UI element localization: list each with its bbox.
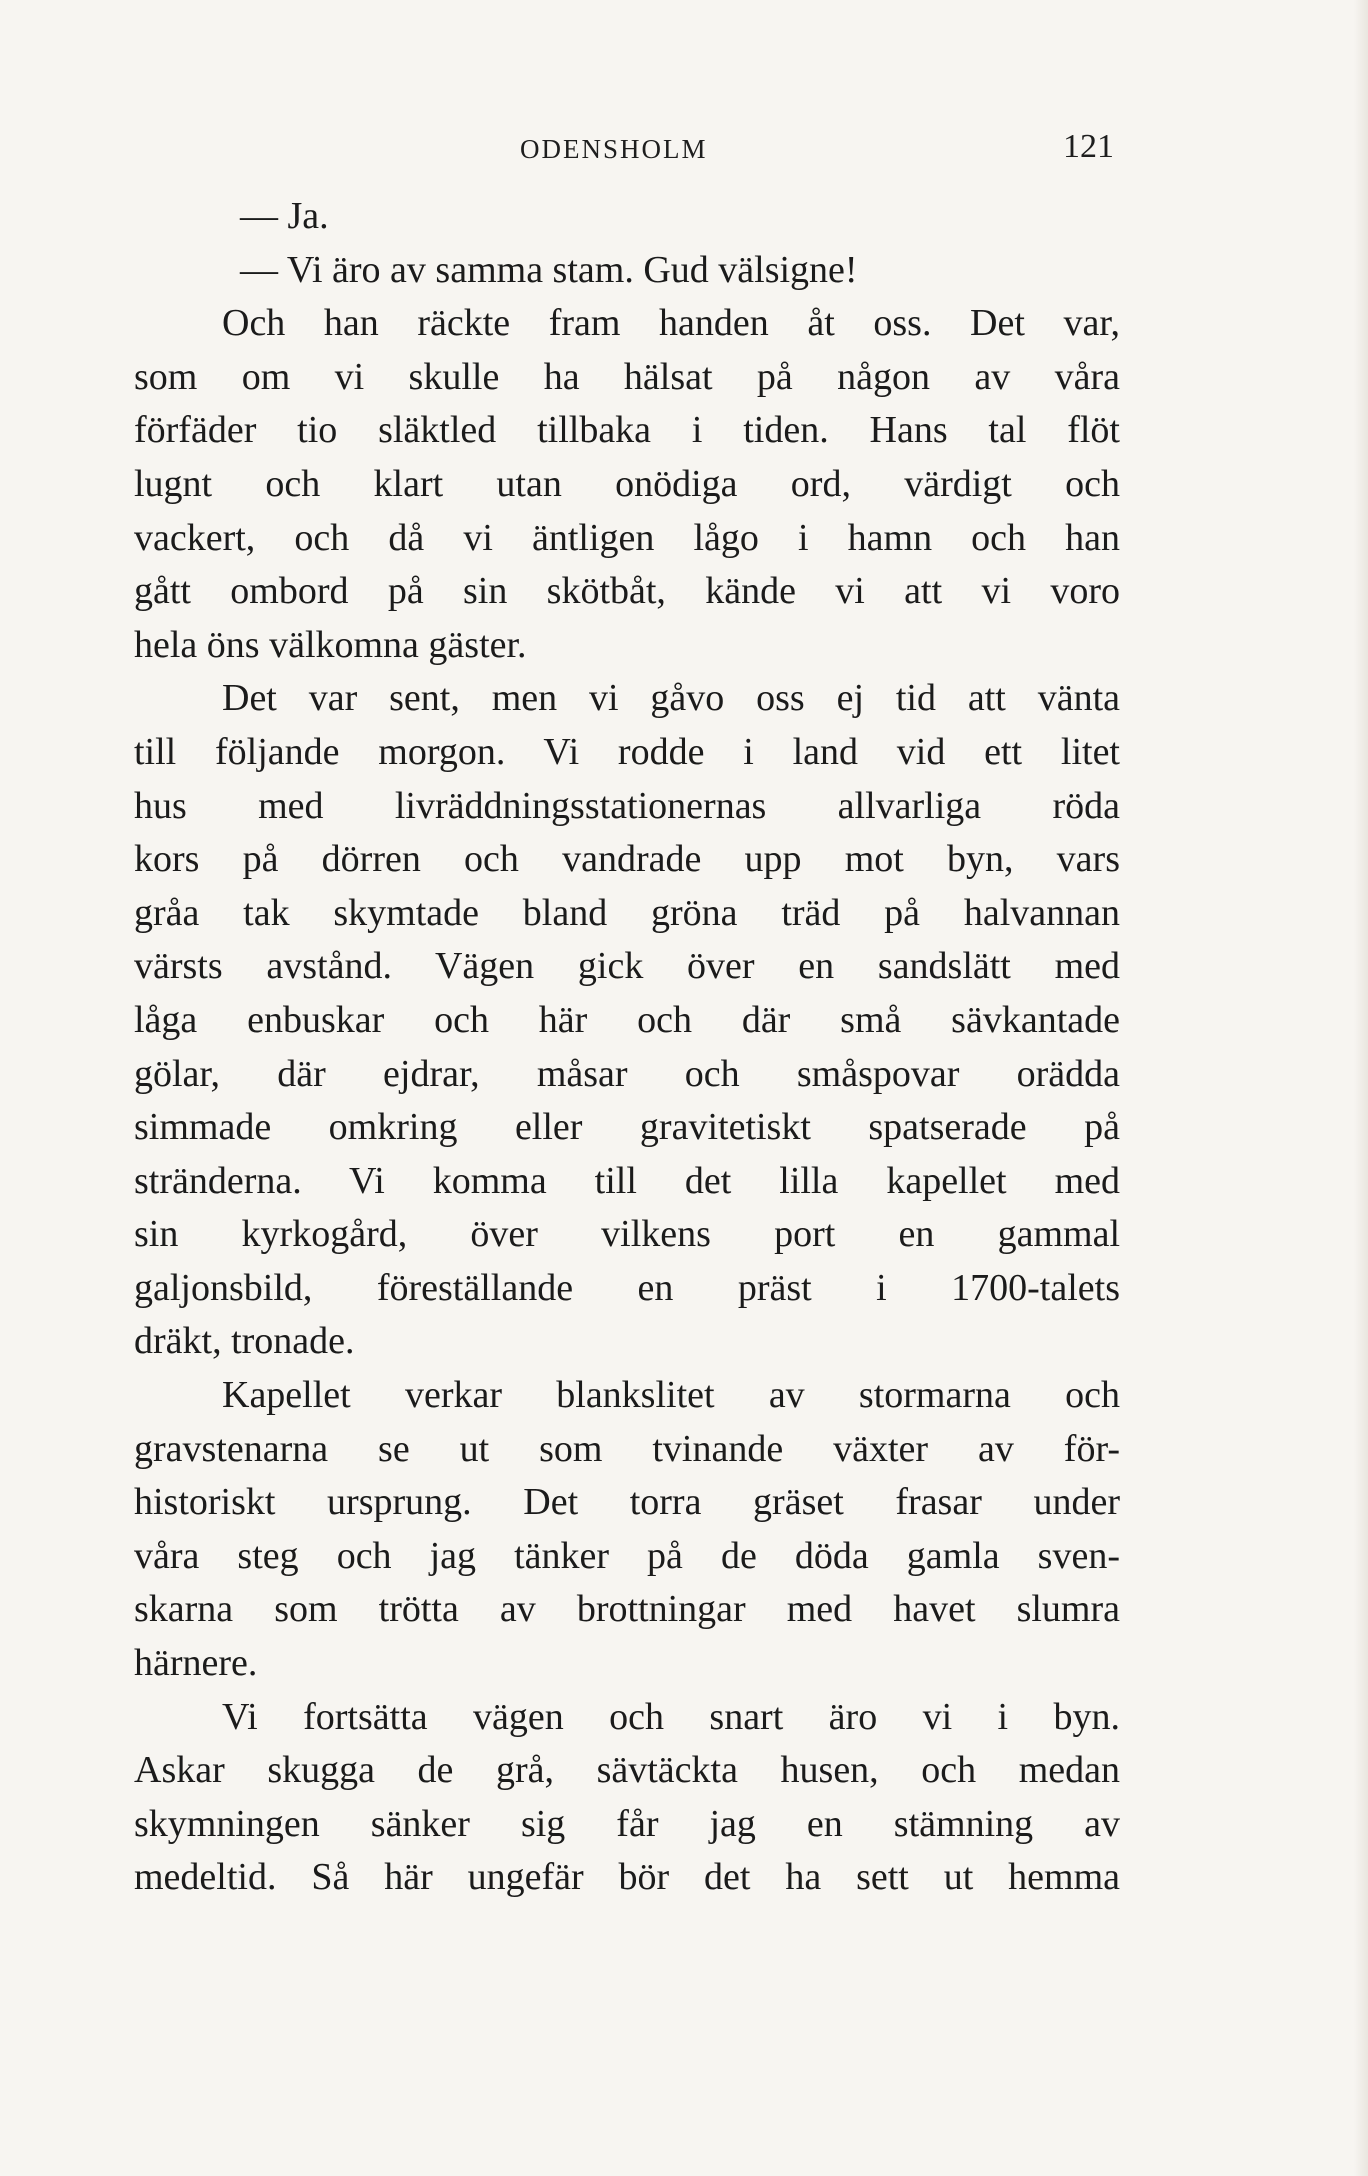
body-text [134,190,1120,1905]
text-line: låga enbuskar och här och där små sävkantade [134,998,1120,1041]
text-line: sin kyrkogård, över vilkens port en gammal [134,1213,1120,1256]
text-line: Askar skugga de grå, sävtäckta husen, och medan [134,1749,1120,1792]
text-line: gått ombord på sin skötbåt, kände vi att vi voro [134,570,1120,613]
text-line: förfäder tio släktled tillbaka i tiden. Hans tal flöt [134,409,1120,452]
text-line: skymningen sänker sig får jag en stämning av [134,1802,1120,1845]
text-line: — Vi äro av samma stam. Gud välsigne! [240,248,858,291]
page-edge [1354,0,1368,2176]
text-line: värsts avstånd. Vägen gick över en sandslätt med [134,945,1120,988]
text-line: medeltid. Så här ungefär bör det ha sett ut hemma [134,1856,1120,1899]
text-line: gråa tak skymtade bland gröna träd på halvannan [134,891,1120,934]
text-line: hela öns välkomna gäster. [134,623,527,666]
text-line: Det var sent, men vi gåvo oss ej tid att vänta [222,677,1120,720]
text-line: Vi fortsätta vägen och snart äro vi i byn. [222,1695,1120,1738]
text-line: Kapellet verkar blankslitet av stormarna och [222,1374,1120,1417]
text-line: skarna som trötta av brottningar med havet slumra [134,1588,1120,1631]
text-line: galjonsbild, föreställande en präst i 1700-talets [134,1266,1120,1309]
text-line: — Ja. [240,195,329,237]
text-line: vackert, och då vi äntligen lågo i hamn och han [134,516,1120,559]
text-line: kors på dörren och vandrade upp mot byn, vars [134,838,1120,881]
page-number: 121 [1063,128,1114,165]
text-line: som om vi skulle ha hälsat på någon av våra [134,355,1120,398]
text-line: gölar, där ejdrar, måsar och småspovar orädda [134,1052,1120,1095]
text-line: stränderna. Vi komma till det lilla kapellet med [134,1159,1120,1202]
text-line: simmade omkring eller gravitetiskt spatserade på [134,1106,1120,1149]
text-line: dräkt, tronade. [134,1320,355,1363]
running-title: ODENSHOLM [520,134,708,164]
text-line: hus med livräddningsstationernas allvarliga röda [134,784,1120,827]
text-line: våra steg och jag tänker på de döda gamla sven- [134,1534,1120,1577]
text-line: gravstenarna se ut som tvinande växter av för- [134,1427,1120,1470]
text-line: Och han räckte fram handen åt oss. Det var, [222,302,1120,345]
text-line: härnere. [134,1642,258,1685]
text-line: lugnt och klart utan onödiga ord, värdigt och [134,462,1120,505]
text-line: historiskt ursprung. Det torra gräset frasar under [134,1481,1120,1524]
text-line: till följande morgon. Vi rodde i land vid ett litet [134,730,1120,773]
running-header [136,128,1122,178]
